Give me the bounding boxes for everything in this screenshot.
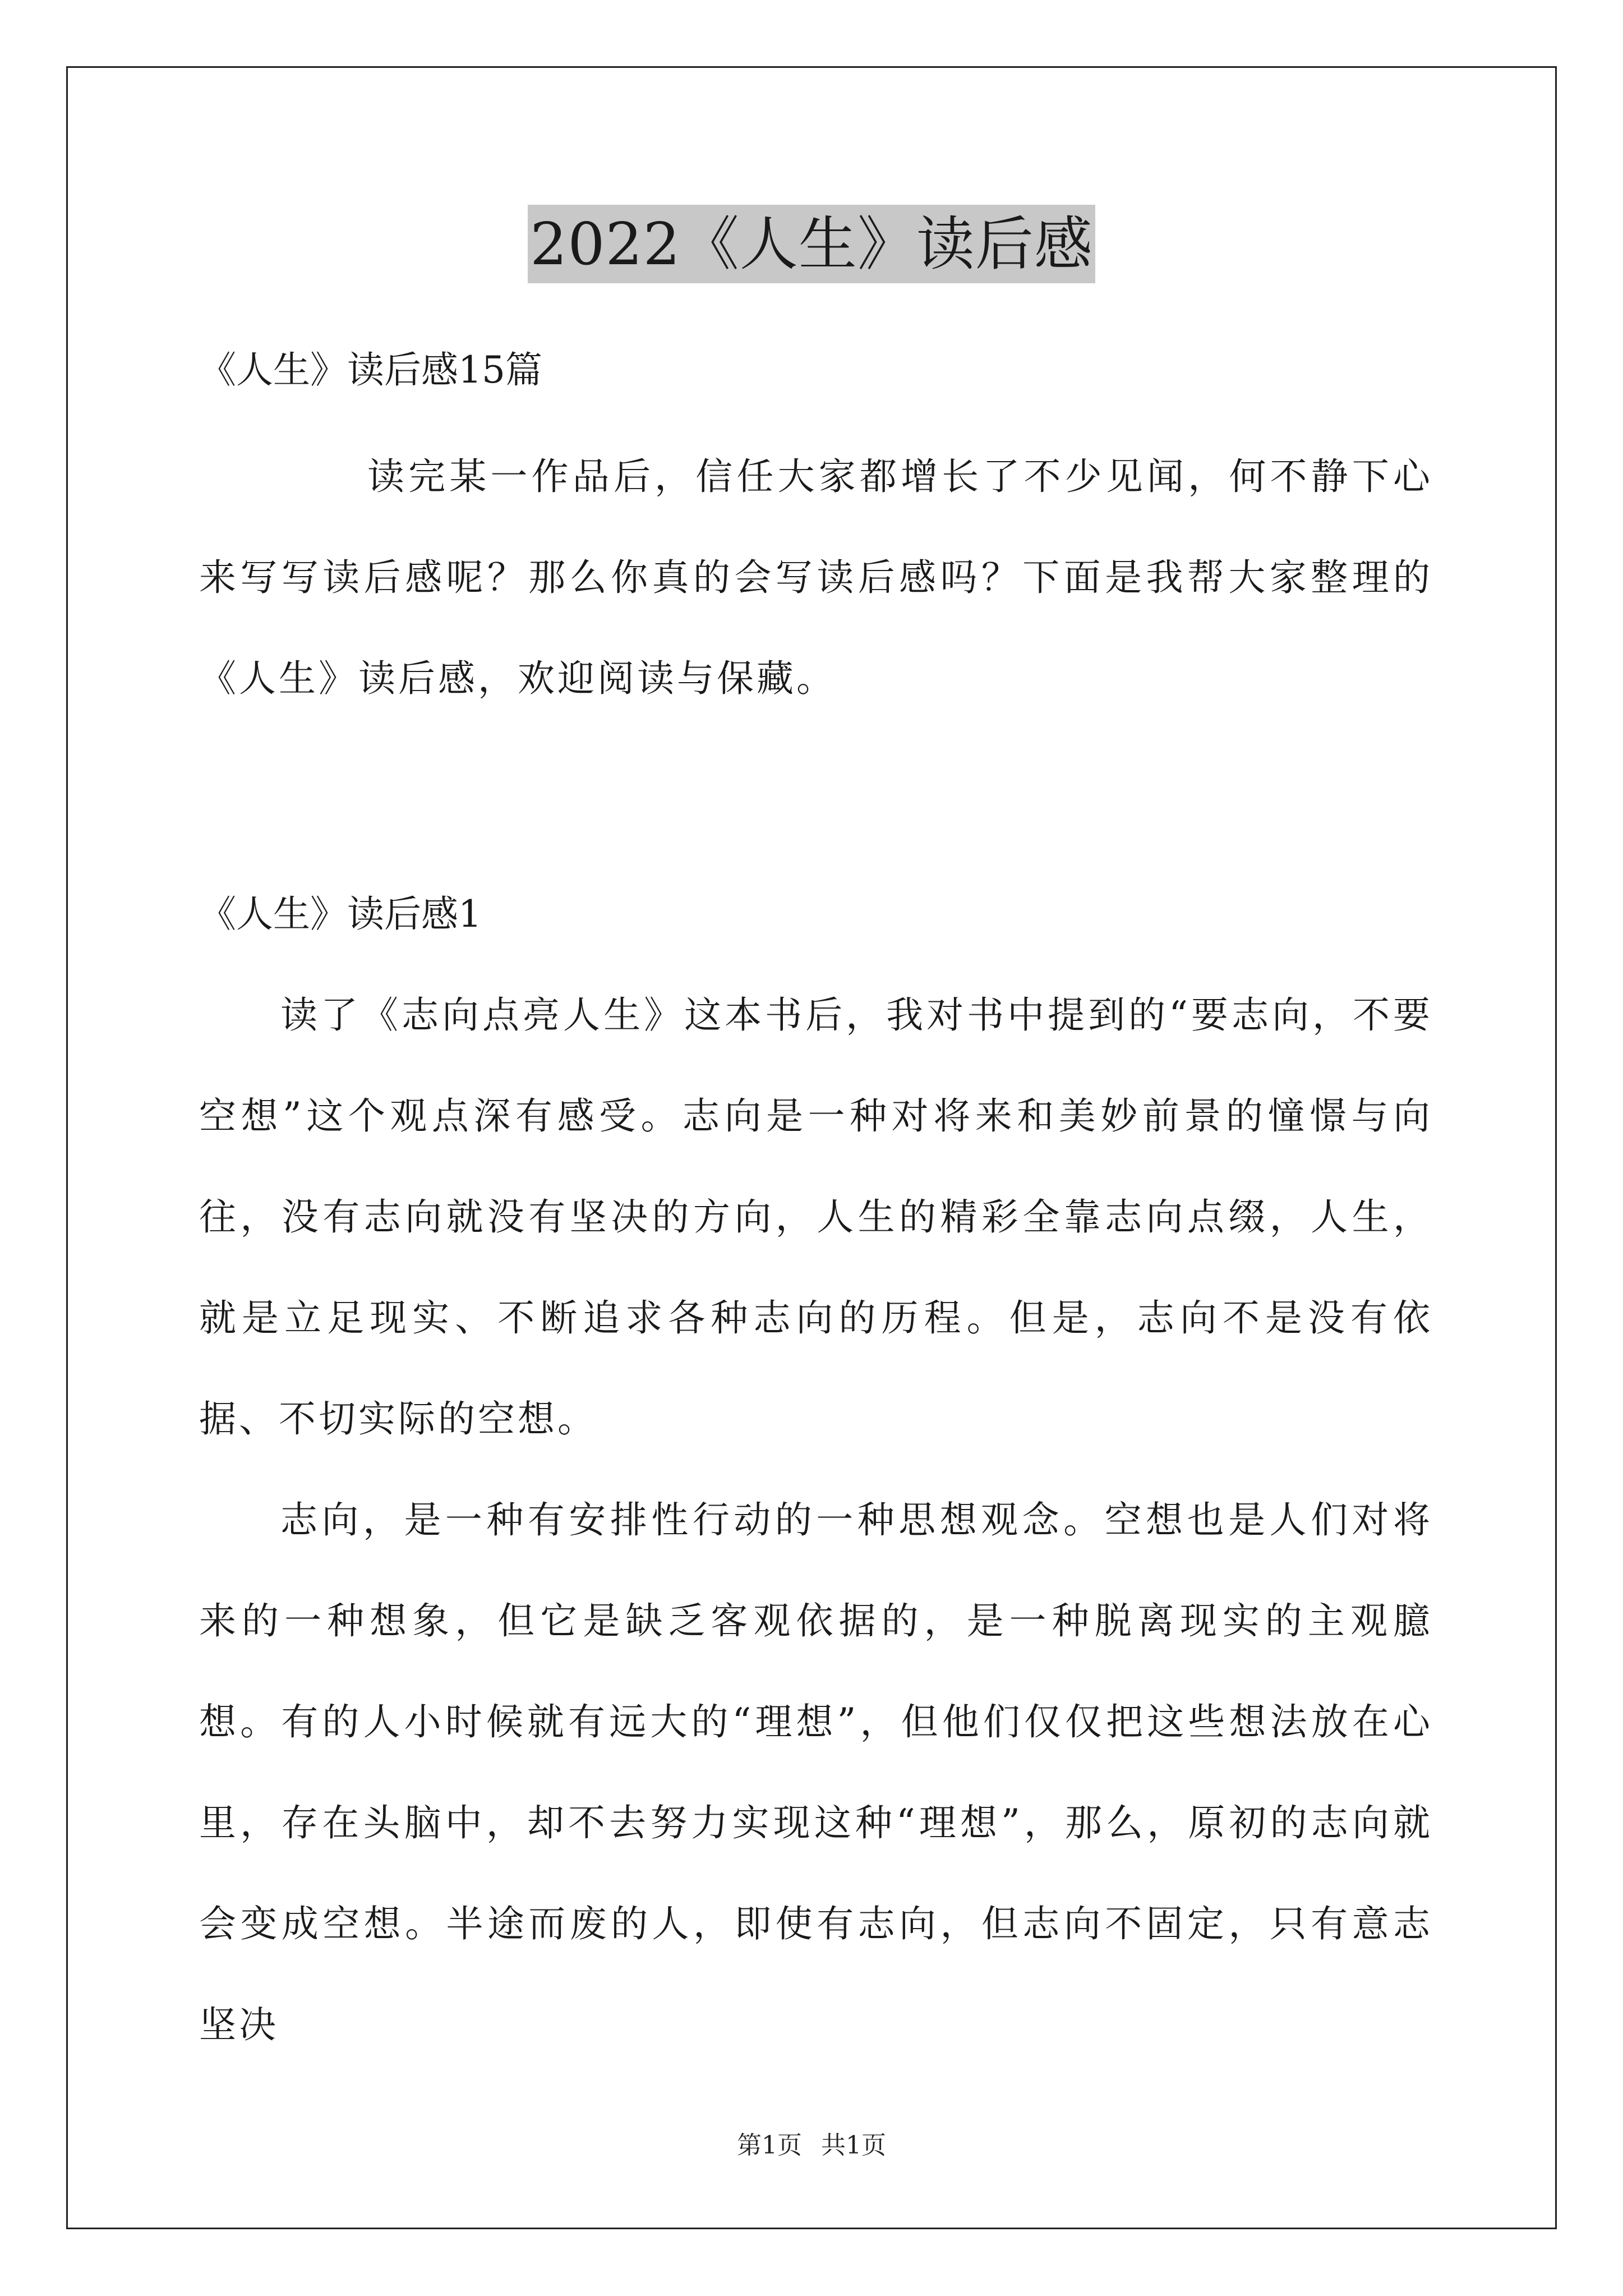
document-subtitle: 《人生》读后感15篇 [199, 348, 542, 392]
body-paragraph: 志向，是一种有安排性行动的一种思想观念。空想也是人们对将来的一种想象，但它是缺乏客观依据的，是一种脱离现实的主观臆想。有的人小时候就有远大的“理想”，但他们仅仅把这些想法放在心里，存在头脑中，却不去努力实现这种“理想”，那么，原初的志向就会变成空想。半途而废的人，即使有志向，但志向不固定，只有意志坚决 [199, 1498, 1433, 2046]
title-wrap [0, 205, 1623, 283]
document-body [199, 337, 1433, 2076]
page-footer [0, 2129, 1623, 2162]
page-total: 共1页 [821, 2131, 886, 2160]
document-title: 2022《人生》读后感 [528, 205, 1095, 283]
body-paragraph: 读了《志向点亮人生》这本书后，我对书中提到的“要志向，不要空想”这个观点深有感受。志向是一种对将来和美妙前景的憧憬与向往，没有志向就没有坚决的方向，人生的精彩全靠志向点缀，人生，就是立足现实、不断追求各种志向的历程。但是，志向不是没有依据、不切实际的空想。 [199, 993, 1433, 1441]
section-heading: 《人生》读后感1 [199, 892, 482, 936]
page-number: 第1页 [737, 2131, 802, 2160]
intro-paragraph: 读完某一作品后，信任大家都增长了不少见闻，何不静下心来写写读后感呢？那么你真的会写读后感吗？下面是我帮大家整理的《人生》读后感，欢迎阅读与保藏。 [199, 455, 1433, 700]
